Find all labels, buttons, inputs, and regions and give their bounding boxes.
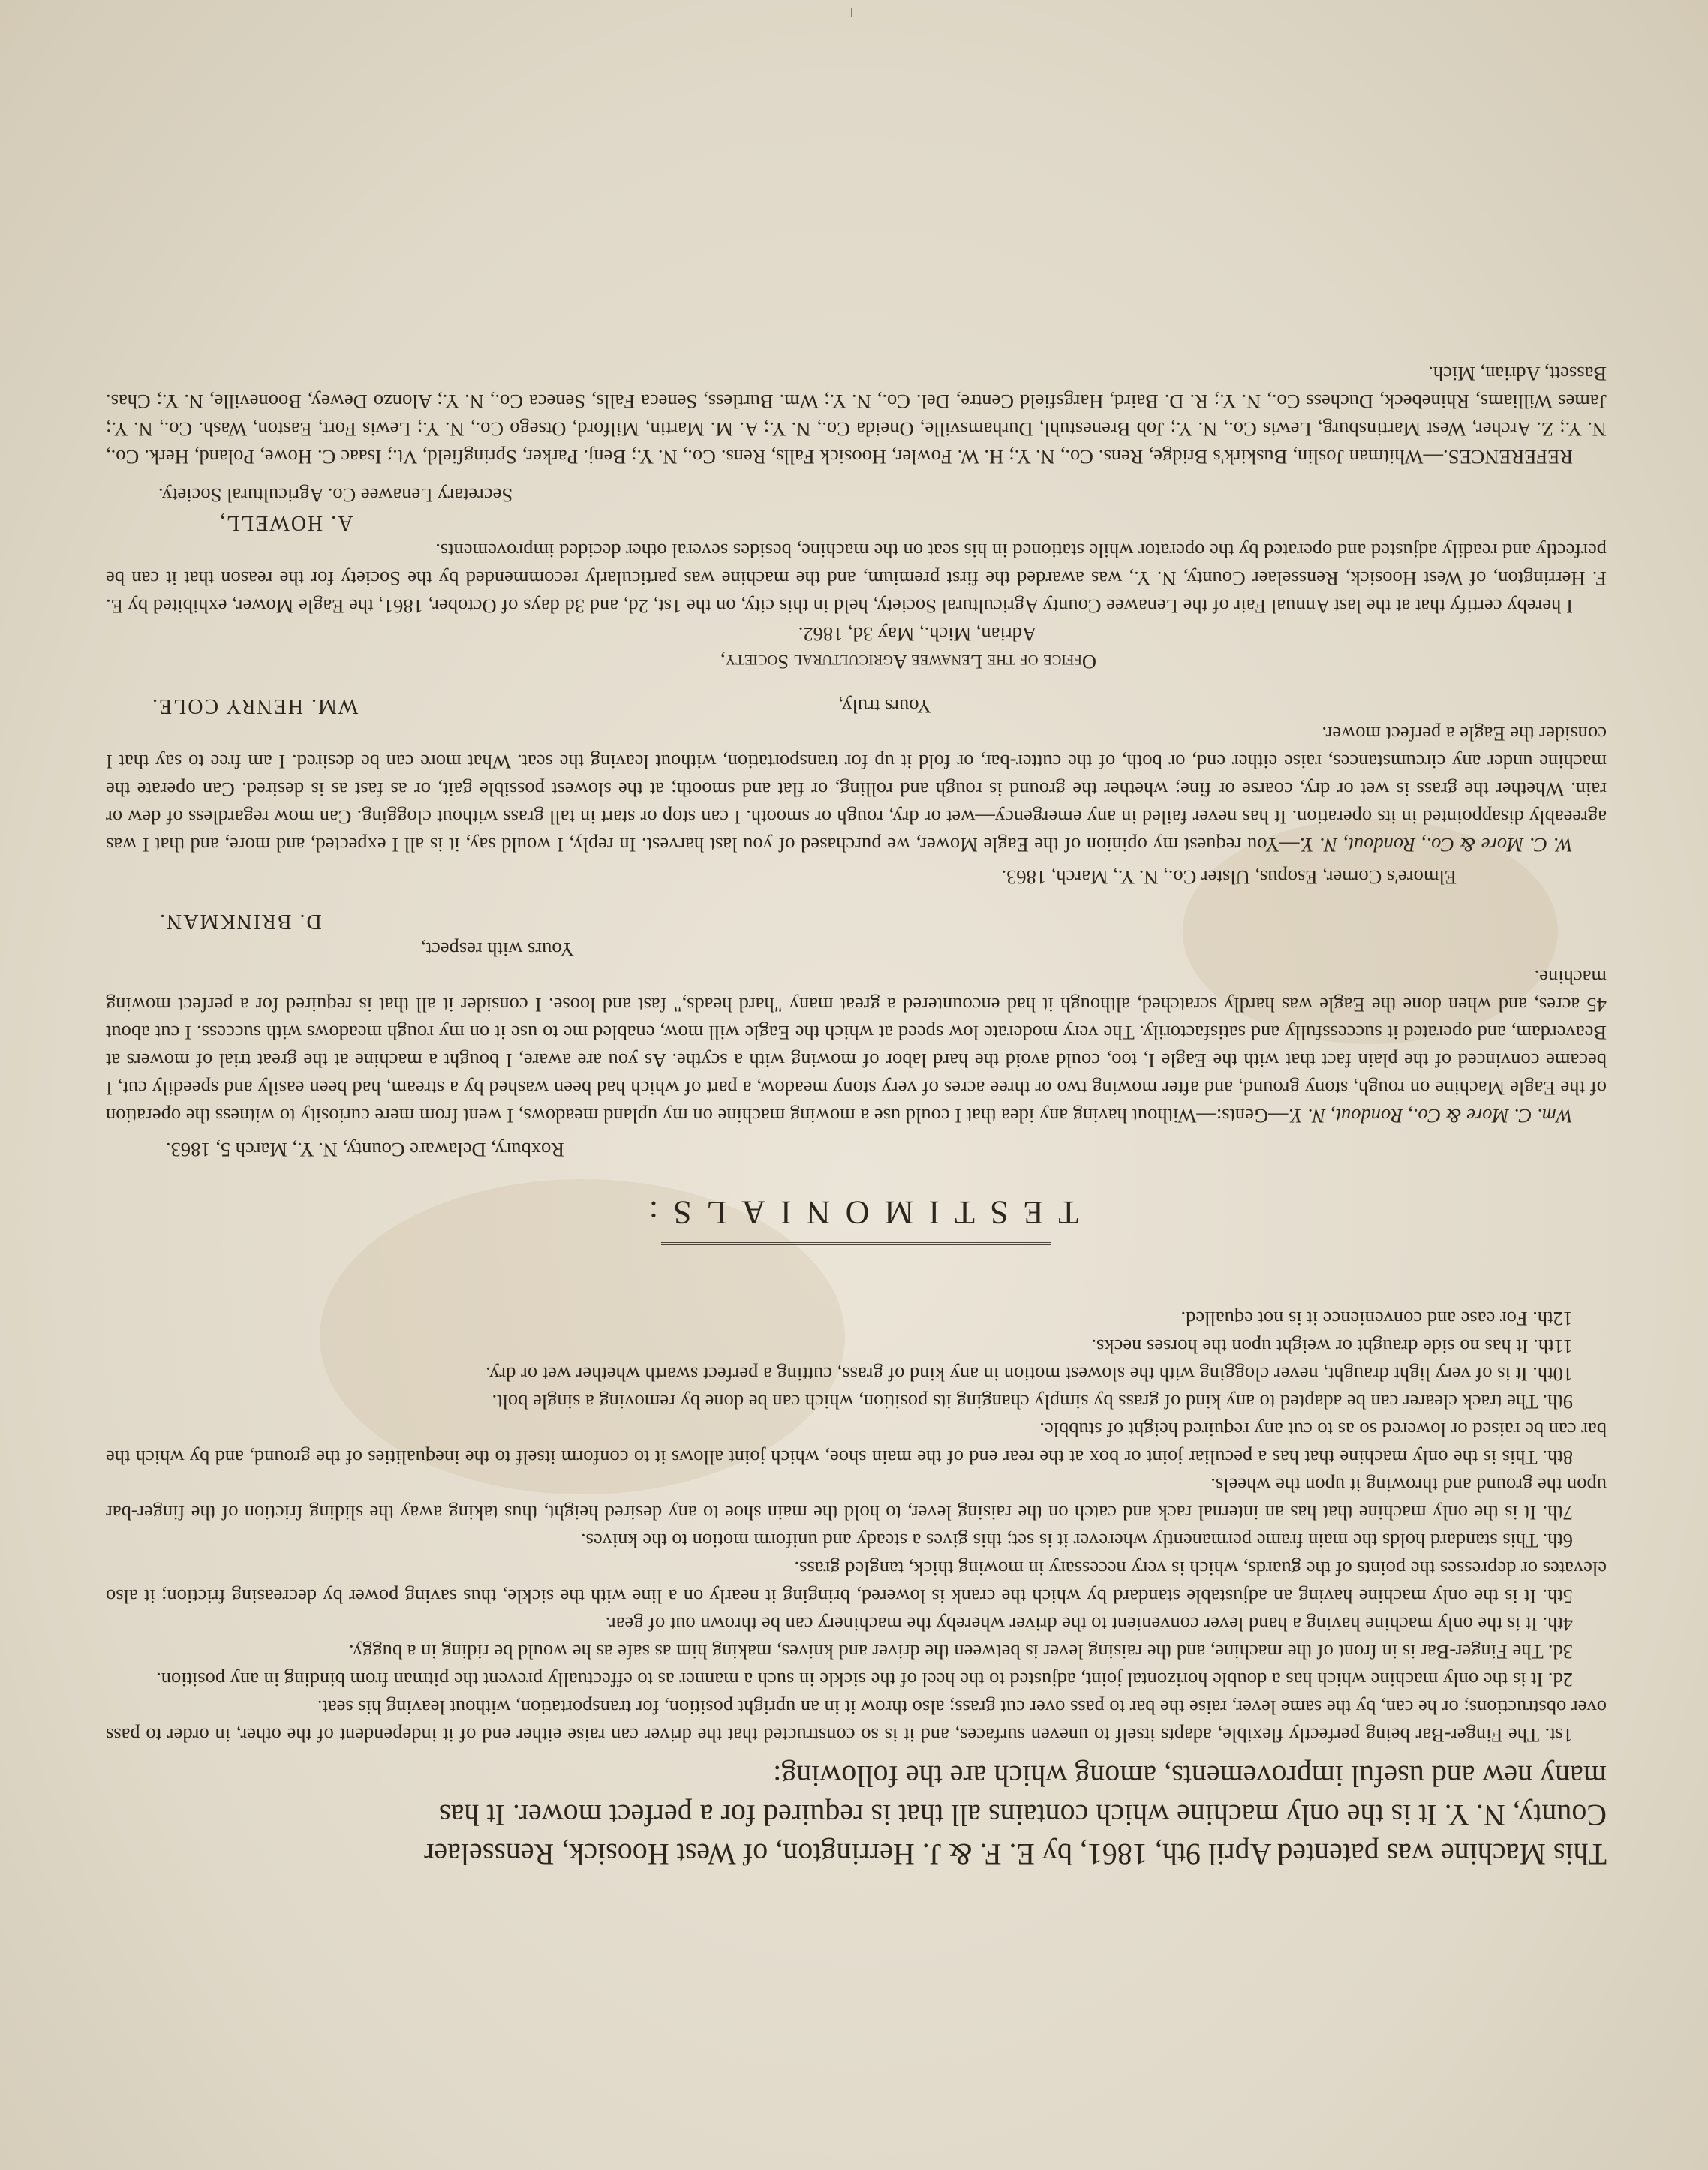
improvement-item: 11th. It has no side draught or weight upon the horses necks. — [1091, 1335, 1573, 1358]
paper-mark — [851, 8, 852, 17]
improvement-item: 10th. It is of very light draught, never clogging with the slowest motion in any kind of grass, cutting a perfect swarth whether wet or dry. — [486, 1363, 1573, 1386]
body-text: Gents:—Without having any idea that I could use a mowing machine on my upland meadows, I went from mere curiosity to witness the operation of the Eagle Machine on rough, stony ground, and after mowing two or three acres of very stony meadow, a part of which had been washed by a stream, had been easily and speedily cut, I became convinced of the plain fact that with the Eagle I, too, could avoid the hard labor of mowing with a scythe. As you are aware, I bought a machine at the great trial of mowers at Beaverdam, and operated it successfully and satisfactorily. The very moderate low speed at which the Eagle will mow, enabled me to use it on my rough meadows with success. I cut about 45 acres, and when done the Eagle was hardly scratched, although it had encountered a great many "hard heads," fast and loose. I consider it all that is required for a perfect mowing machine. — [105, 966, 1607, 1127]
ornamental-rule — [661, 1232, 1051, 1245]
closing: Yours truly, — [838, 695, 931, 718]
lead-line: This Machine was patented April 9th, 1861, by E. F. & J. Herrington, of West Hoosick, Rensselaer — [424, 1837, 1607, 1871]
testimonials-heading-block — [106, 1193, 1607, 1245]
improvement-item: 5th. It is the only machine having an adjustable standard by which the crank is lowered, bringing it nearly on a line with the sickle, thus saving power by decreasing friction; it also elevates or depresses the points of the guards, which is very necessary in mowing thick, tangled grass. — [106, 1558, 1607, 1608]
improvement-item: 1st. The Finger-Bar being perfectly flexible, adapts itself to uneven surfaces, and it is so constructed that the driver can raise either end of it independent of the other, in order to pass over obstructions; or he can, by the same lever, raise the bar to pass over cut grass; also throw it in an upright position, for transportation, without leaving his seat. — [106, 1696, 1607, 1747]
page-content — [106, 340, 1607, 1874]
improvement-item: 4th. It is the only machine having a hand lever convenient to the driver whereby the machinery can be thrown out of gear. — [605, 1613, 1573, 1636]
signer-name: D. BRINKMAN. — [158, 910, 322, 933]
improvement-item: 12th. For ease and convenience it is not equalled. — [1180, 1308, 1573, 1330]
improvement-item: 3d. The Finger-Bar is in front of the machine, and the raising lever is between the driver and knives, making him as safe as he would be riding in a buggy. — [348, 1641, 1573, 1663]
improvement-item: 7th. It is the only machine that has an internal rack and catch on the raising lever, to hold the main shoe to any desired height, thus taking away the sliding friction of the finger-bar upon the ground and throwing it upon the wheels. — [106, 1474, 1607, 1524]
testimonial-brinkman — [106, 907, 1607, 1163]
signer-name: WM. HENRY COLE. — [151, 694, 359, 718]
lead-line: many new and useful improvements, among which are the following: — [773, 1759, 1607, 1793]
salutation: W. C. More & Co., Rondout, N. Y. — [1299, 834, 1573, 856]
improvement-item: 2d. It is the only machine which has a double horizontal joint, adjusted to the heel of the sickle in such a manner as to effectually prevent the pitman from binding in any position. — [156, 1669, 1573, 1691]
testimonial-body: Wm. C. More & Co., Rondout, N. Y.—Gents:—Without having any idea that I could use a mowing machine on my upland meadows, I went from mere curiosity to witness the operation of the Eagle Machine on rough, stony ground, and after mowing two or three acres of very stony meadow, a part of which had been washed by a stream, had been easily and speedily cut, I became convinced of the plain fact that with the Eagle I, too, could avoid the hard labor of mowing with a scythe. As you are aware, I bought a machine at the great trial of mowers at Beaverdam, and operated it successfully and satisfactorily. The very moderate low speed at which the Eagle will mow, enabled me to use it on my rough meadows with success. I cut about 45 acres, and when done the Eagle was hardly scratched, although it had encountered a great many "hard heads," fast and loose. I consider it all that is required for a perfect mowing machine. — [105, 966, 1607, 1127]
improvement-item: 6th. This standard holds the main frame permanently wherever it is set; this gives a steady and uniform motion to the knives. — [580, 1530, 1573, 1552]
improvement-item: 9th. The track clearer can be adapted to any kind of grass by simply changing its position, which can be done by removing a single bolt. — [492, 1391, 1573, 1413]
testimonial-body: I hereby certify that at the last Annual Fair of the Lenawee County Agricultural Society, held in this city, on the 1st, 2d, and 3d days of October, 1861, the Eagle Mower, exhibited by E. F. Herrington, of West Hoosick, Rensselaer County, N. Y., was awarded the first premium, and the machine was particularly recommended by the Society for the reason that it can be perfectly and readily adjusted and operated by the operator while stationed in his seat on the machine, besides several other decided improvements. — [106, 540, 1607, 618]
improvement-item: 8th. This is the only machine that has a peculiar joint or box at the rear end of the main shoe, which joint allows it to conform itself to the inequalities of the ground, and by which the bar can be raised or lowered so as to cut any required height of stubble. — [106, 1419, 1607, 1469]
organization-line: Office of the Lenawee Agricultural Society, — [720, 651, 1096, 673]
testimonial-howell — [106, 481, 1607, 676]
lead-paragraph — [106, 1756, 1607, 1874]
testimonials-heading: TESTIMONIALS: — [633, 1194, 1079, 1231]
signer-title: Secretary Lenawee Co. Agricultural Society. — [158, 484, 513, 507]
lead-line: County, N. Y. It is the only machine which contains all that is required for a perfect mower. It has — [439, 1798, 1607, 1832]
dateline: Elmore's Corner, Esopus, Ulster Co., N. Y., March, 1863. — [1001, 866, 1457, 889]
signature-row — [151, 692, 931, 720]
place-date: Adrian, Mich., May 3d, 1862. — [798, 623, 1036, 646]
closing: Yours with respect, — [421, 938, 575, 961]
salutation: Wm. C. More & Co., Rondout, N. Y. — [1288, 1105, 1573, 1127]
testimonial-body: W. C. More & Co., Rondout, N. Y.—You request my opinion of the Eagle Mower, we purchased of you last harvest. In reply, I would say, it is all I expected, and more, and that I was agreeably disappointed in its operation. It has never failed in any emergency—wet or dry, rough or smooth. I can stop or start in tall grass without clogging. Can mow regardless of dew or rain. Whether the grass is wet or dry, coarse or fine; whether the ground is rough and rolling, or flat and smooth; at the slowest possible gait, or as fast as is desired. Can operate the machine under any circumstances, raise either end, or both, of the cutter-bar, or fold it up for transportation, without leaving the seat. What more can be desired. I am free to say that I consider the Eagle a perfect mower. — [106, 723, 1607, 856]
improvements-list — [106, 1305, 1607, 1749]
dateline: Roxbury, Delaware County, N. Y., March 5, 1863. — [166, 1139, 564, 1161]
testimonial-cole — [106, 692, 1607, 891]
references: REFERENCES.—Whitman Joslin, Buskirk's Bridge, Rens. Co., N. Y.; H. W. Fowler, Hoosick Falls, Rens. Co., N. Y.; Benj. Parker, Springfield, Vt.; Isaac C. Howe, Poland, Herk. Co., N. Y.; Z. Archer, West Martinsburg, Lewis Co., N. Y.; Job Brenestuhl, Durhamsville, Oneida Co., N. Y.; A. M. Martin, Milford, Otsego Co., N. Y.; Lewis Fort, Easton, Wash. Co., N. Y.; James Williams, Rhinebeck, Duchess Co., N. Y.; R. D. Baird, Hargsfield Centre, Del. Co., N. Y.; Wm. Burtless, Seneca Falls, Seneca Co., N. Y.; Alonzo Dewey, Booneville, N. Y.; Chas. Bassett, Adrian, Mich. — [106, 363, 1607, 468]
body-text: You request my opinion of the Eagle Mower, we purchased of you last harvest. In reply, I would say, it is all I expected, and more, and that I was agreeably disappointed in its operation. It has never failed in any emergency—wet or dry, rough or smooth. I can stop or start in tall grass without clogging. Can mow regardless of dew or rain. Whether the grass is wet or dry, coarse or fine; whether the ground is rough and rolling, or flat and smooth; at the slowest possible gait, or as fast as is desired. Can operate the machine under any circumstances, raise either end, or both, of the cutter-bar, or fold it up for transportation, without leaving the seat. What more can be desired. I am free to say that I consider the Eagle a perfect mower. — [106, 723, 1607, 856]
signer-name: A. HOWELL, — [218, 511, 353, 534]
